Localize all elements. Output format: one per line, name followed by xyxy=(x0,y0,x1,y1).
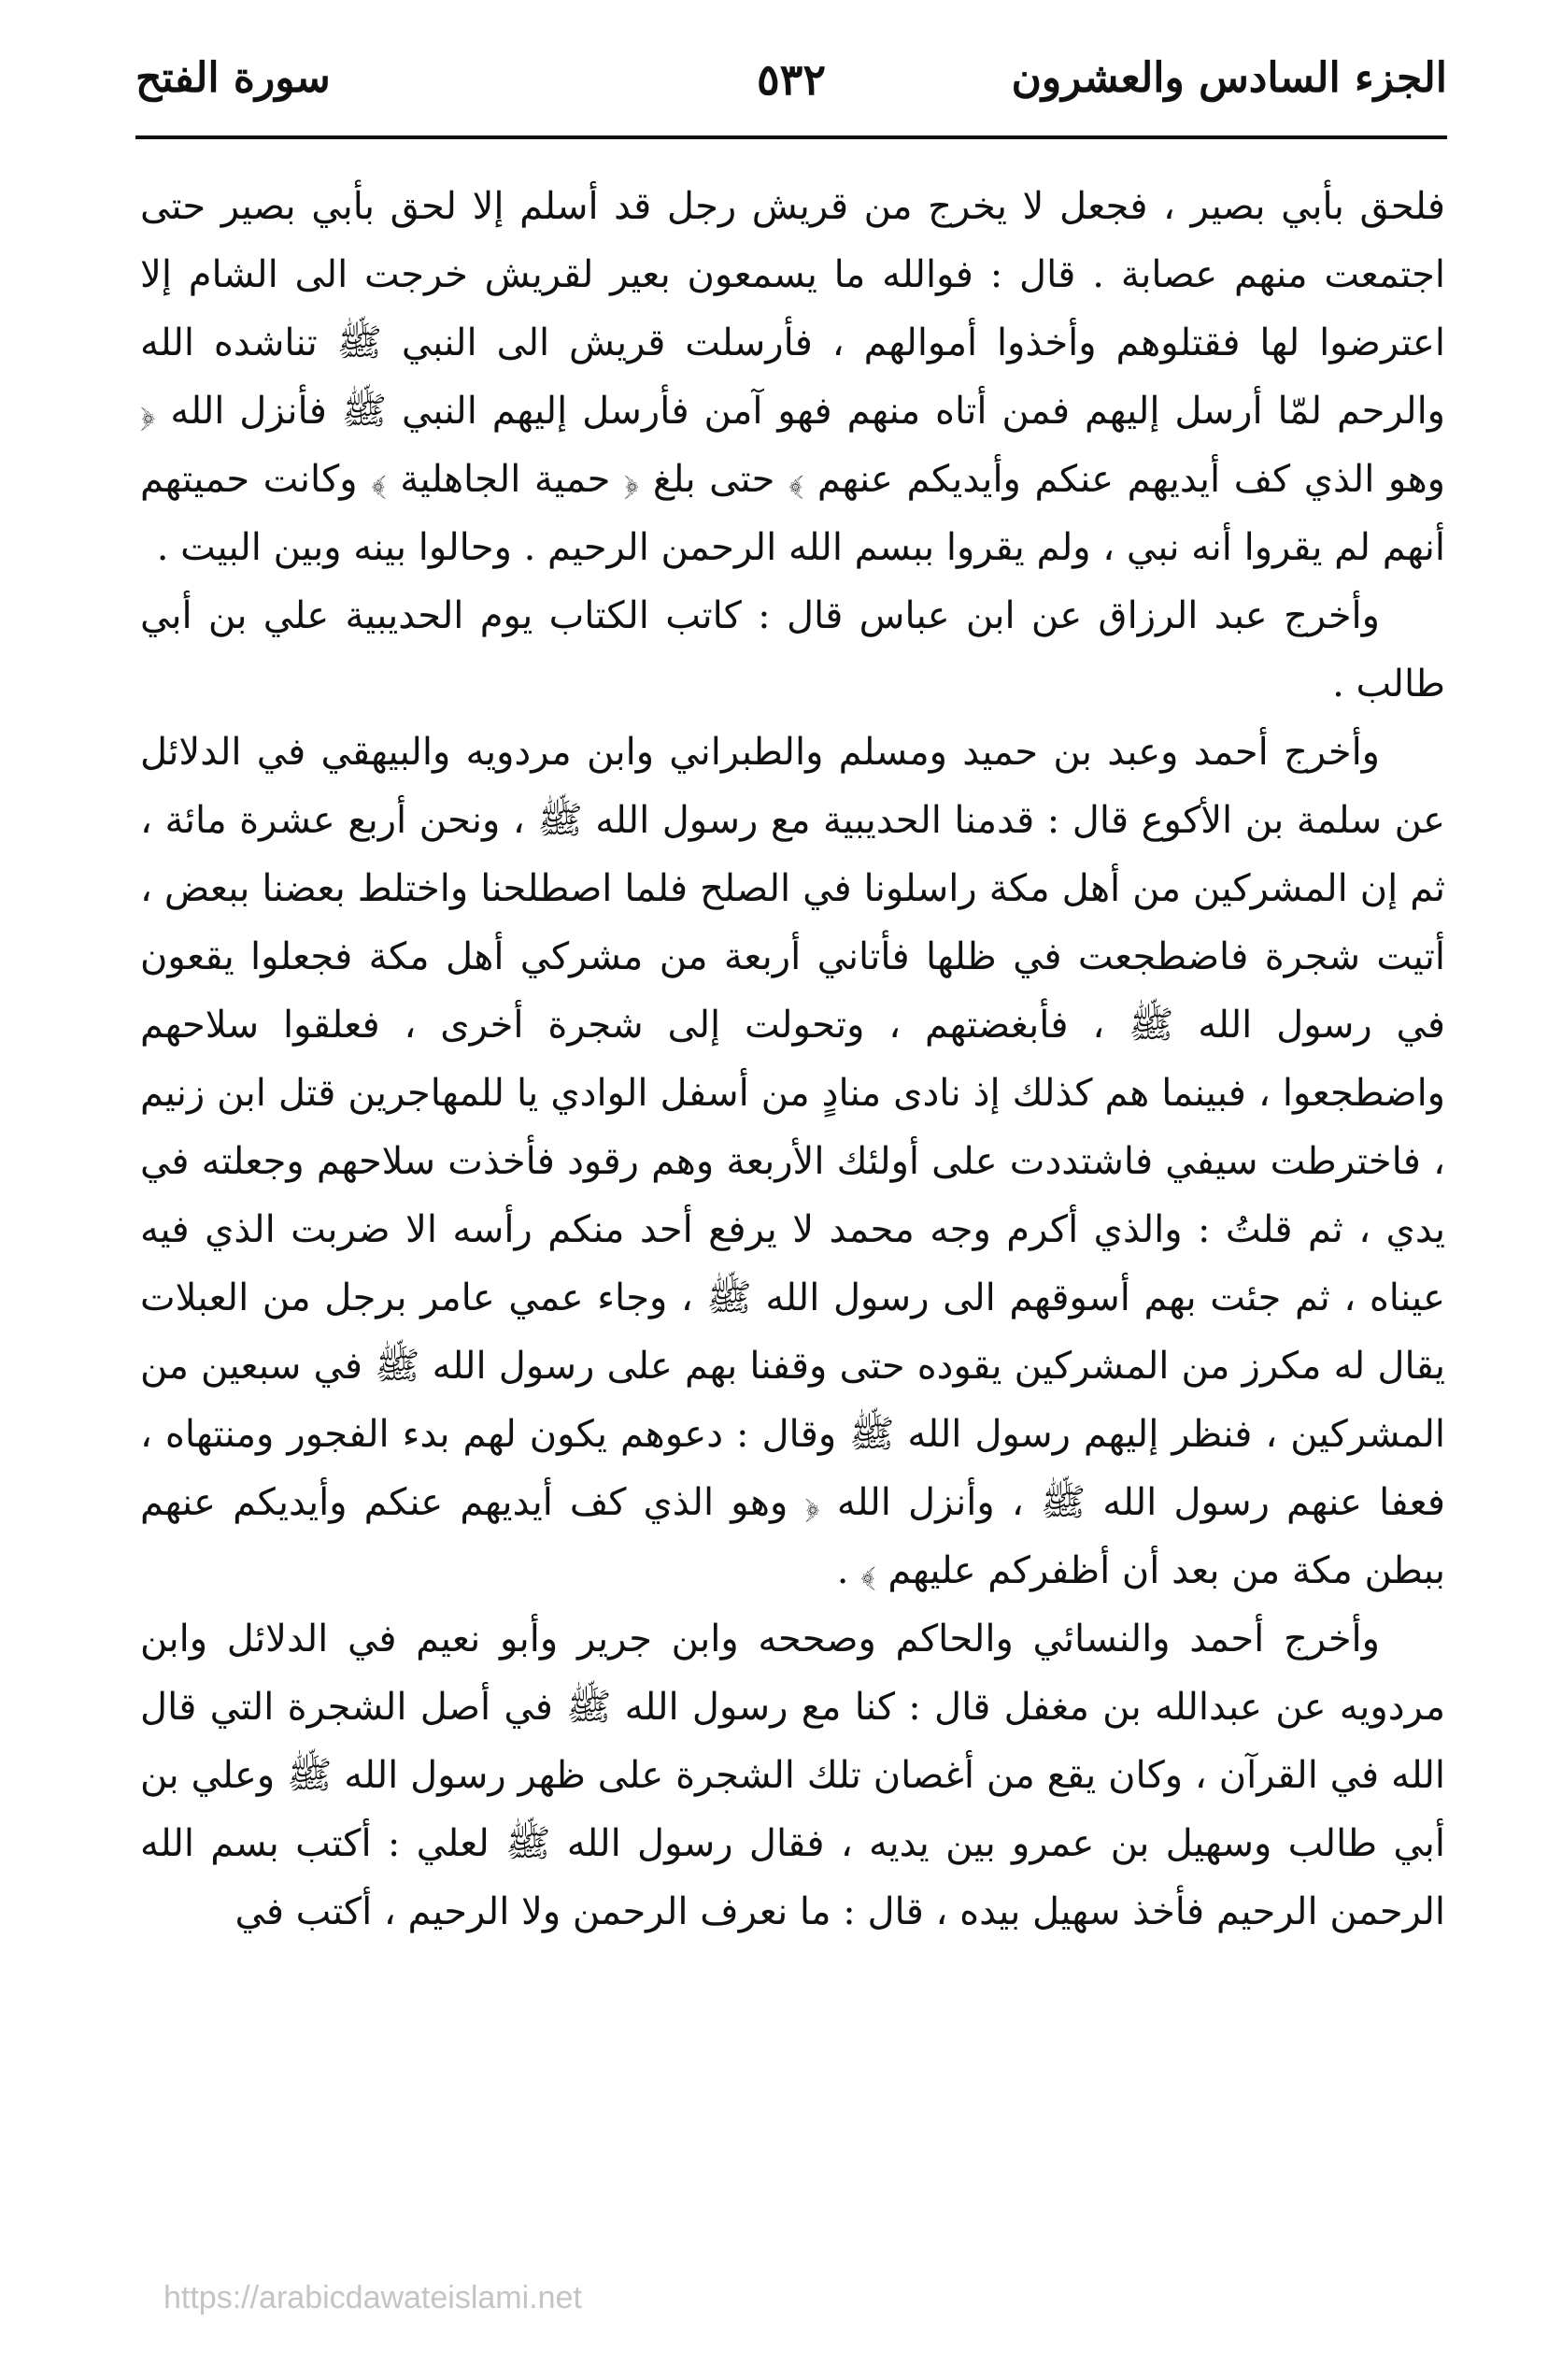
page-number: ٥٣٢ xyxy=(756,54,827,105)
page-body xyxy=(140,173,1445,1946)
page-header xyxy=(135,47,1447,131)
paragraph: وأخرج أحمد والنسائي والحاكم وصححه وابن جرير وأبو نعيم في الدلائل وابن مردويه عن عبدالله بن مغفل قال : كنا مع رسول الله ﷺ في أصل الشجرة التي قال الله في القرآن ، وكان يقع من أغصان تلك الشجرة على ظهر رسول الله ﷺ وعلي بن أبي طالب وسهيل بن عمرو بين يديه ، فقال رسول الله ﷺ لعلي : أكتب بسم الله الرحمن الرحيم فأخذ سهيل بيده ، قال : ما نعرف الرحمن ولا الرحيم ، أكتب في xyxy=(140,1618,1445,1933)
paragraph: وأخرج أحمد وعبد بن حميد ومسلم والطبراني وابن مردويه والبيهقي في الدلائل عن سلمة بن الأكوع قال : قدمنا الحديبية مع رسول الله ﷺ ، ونحن أربع عشرة مائة ، ثم إن المشركين من أهل مكة راسلونا في الصلح فلما اصطلحنا واختلط بعضنا ببعض ، أتيت شجرة فاضطجعت في ظلها فأتاني أربعة من مشركي أهل مكة فجعلوا يقعون في رسول الله ﷺ ، فأبغضتهم ، وتحولت إلى شجرة أخرى ، فعلقوا سلاحهم واضطجعوا ، فبينما هم كذلك إذ نادى منادٍ من أسفل الوادي يا للمهاجرين قتل ابن زنيم ، فاخترطت سيفي فاشتددت على أولئك الأربعة وهم رقود فأخذت سلاحهم وجعلته في يدي ، ثم قلتُ : والذي أكرم وجه محمد لا يرفع أحد منكم رأسه الا ضربت الذي فيه عيناه ، ثم جئت بهم أسوقهم الى رسول الله ﷺ ، وجاء عمي عامر برجل من العبلات يقال له مكرز من المشركين يقوده حتى وقفنا بهم على رسول الله ﷺ في سبعين من المشركين ، فنظر إليهم رسول الله ﷺ وقال : دعوهم يكون لهم بدء الفجور ومنتهاه ، فعفا عنهم رسول الله ﷺ ، وأنزل الله ﴿ وهو الذي كف أيديهم عنكم وأيديكم عنهم ببطن مكة من بعد أن أظفركم عليهم ﴾ . xyxy=(140,731,1445,1592)
surah-title: سورة الفتح xyxy=(135,54,331,102)
watermark-url: https://arabicdawateislami.net xyxy=(163,2280,582,2316)
paragraph: فلحق بأبي بصير ، فجعل لا يخرج من قريش رجل قد أسلم إلا لحق بأبي بصير حتى اجتمعت منهم عصابة . قال : فوالله ما يسمعون بعير لقريش خرجت الى الشام إلا اعترضوا لها فقتلوهم وأخذوا أموالهم ، فأرسلت قريش الى النبي ﷺ تناشده الله والرحم لمّا أرسل إليهم فمن أتاه منهم فهو آمن فأرسل إليهم النبي ﷺ فأنزل الله ﴿ وهو الذي كف أيديهم عنكم وأيديكم عنهم ﴾ حتى بلغ ﴿ حمية الجاهلية ﴾ وكانت حميتهم أنهم لم يقروا أنه نبي ، ولم يقروا ببسم الله الرحمن الرحيم . وحالوا بينه وبين البيت . xyxy=(140,185,1446,569)
header-rule xyxy=(135,135,1447,139)
juz-title: الجزء السادس والعشرون xyxy=(1011,54,1447,102)
paragraph: وأخرج عبد الرزاق عن ابن عباس قال : كاتب الكتاب يوم الحديبية علي بن أبي طالب . xyxy=(140,594,1445,705)
